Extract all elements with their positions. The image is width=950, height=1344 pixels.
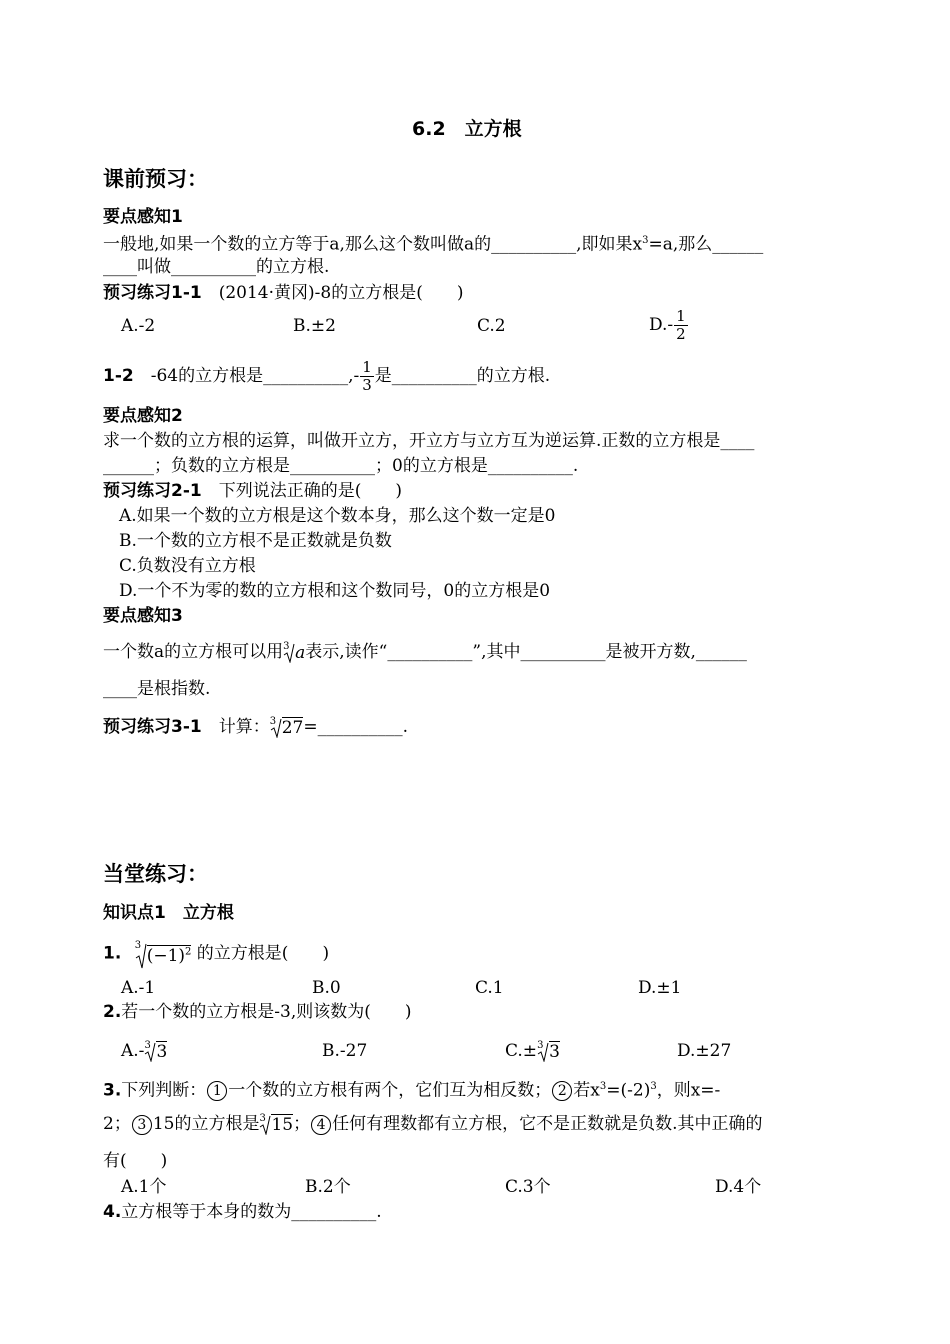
fraction-denominator: 2 (676, 325, 686, 343)
exercise-1-1-option-b: B.±2 (293, 316, 336, 336)
radical-index: 3 (537, 1039, 544, 1051)
question-3-text-c: 若x (573, 1080, 600, 1101)
question-3-line3: 有( ) (103, 1151, 168, 1171)
question-2-option-a (121, 1040, 167, 1063)
question-3-option-d: D.4个 (715, 1177, 762, 1197)
cube-root-3 (144, 1041, 167, 1063)
question-1-option-d: D.±1 (638, 978, 682, 998)
radicand (147, 945, 192, 966)
key-point-1-label: 要点感知1 (103, 207, 183, 227)
circled-number: 2 (552, 1081, 572, 1101)
question-3-text-b: 一个数的立方根有两个，它们互为相反数； (228, 1080, 552, 1101)
exercise-1-1-label: 预习练习1-1 (103, 283, 202, 303)
exercise-1-2 (103, 356, 550, 396)
circled-number: 3 (132, 1115, 152, 1135)
option-prefix: A.- (121, 1041, 145, 1061)
radicand-exponent: 2 (185, 946, 192, 957)
exercise-3-1 (103, 716, 408, 739)
exercise-2-1-text: 下列说法正确的是( ) (201, 481, 402, 501)
key-point-1-text-b: =a,那么______ (648, 234, 764, 255)
question-1 (103, 938, 329, 970)
fraction-denominator: 3 (362, 376, 372, 394)
question-2-text: 若一个数的立方根是-3,则该数为( ) (121, 1002, 412, 1022)
radicand: 3 (549, 1041, 560, 1062)
radical-index: 3 (269, 715, 277, 727)
cube-root-a (283, 642, 305, 664)
fraction-one-third (360, 359, 374, 394)
question-2-option-b: B.-27 (322, 1041, 368, 1061)
option-prefix: C.± (505, 1041, 538, 1061)
exercise-2-1-option-a: A.如果一个数的立方根是这个数本身，那么这个数一定是0 (119, 506, 556, 526)
question-2-option-c (505, 1040, 560, 1063)
page-title: 6.2 立方根 (412, 118, 522, 140)
question-1-option-a: A.-1 (121, 978, 156, 998)
radical-index: 3 (144, 1039, 151, 1051)
question-3-text-h: ； (293, 1114, 311, 1134)
radicand: 3 (156, 1041, 168, 1062)
circled-number: 4 (311, 1115, 331, 1135)
exercise-3-1-label: 预习练习3-1 (103, 717, 202, 737)
option-d-prefix: D.- (649, 315, 674, 335)
key-point-3-line2: ____是根指数. (103, 679, 211, 699)
knowledge-point-1-label: 知识点1 立方根 (103, 903, 234, 923)
exponent: 3 (650, 1081, 657, 1092)
exercise-1-1-option-c: C.2 (477, 316, 506, 336)
exercise-2-1 (103, 480, 402, 502)
question-3-text-a: 下列判断： (121, 1080, 207, 1101)
key-point-3-text-a: 一个数a的立方根可以用 (103, 642, 284, 662)
question-3-text-g: 15的立方根是 (152, 1114, 260, 1134)
exercise-1-1-option-a: A.-2 (121, 316, 156, 336)
cube-root-neg1-squared (135, 938, 192, 970)
question-1-option-c: C.1 (475, 978, 504, 998)
cube-root-15 (259, 1114, 293, 1136)
exercise-2-1-option-b: B.一个数的立方根不是正数就是负数 (119, 531, 392, 551)
exercise-1-1 (103, 282, 463, 304)
question-3-text-i: 任何有理数都有立方根，它不是正数就是负数.其中正确的 (332, 1114, 763, 1134)
exercise-3-1-text-b: =__________. (303, 717, 409, 737)
radicand: a (295, 642, 306, 663)
question-3-text-e: ，则x=- (656, 1080, 721, 1101)
exercise-1-1-text: (2014·黄冈)-8的立方根是( ) (201, 283, 464, 303)
question-3-number: 3. (103, 1080, 122, 1101)
key-point-1-text-a: 一般地,如果一个数的立方等于a,那么这个数叫做a的__________,即如果x (103, 234, 643, 255)
question-3-line2 (103, 1113, 763, 1136)
question-4-text: 立方根等于本身的数为__________. (121, 1202, 382, 1222)
question-4-number: 4. (103, 1202, 122, 1222)
radical-index: 3 (134, 940, 142, 951)
exercise-1-2-text-b: 是__________的立方根. (374, 366, 551, 386)
radicand: 27 (281, 717, 304, 738)
exercise-2-1-label: 预习练习2-1 (103, 481, 202, 501)
cube-exponent: 3 (642, 235, 649, 246)
key-point-3-line1 (103, 641, 747, 664)
question-3-option-b: B.2个 (305, 1177, 351, 1197)
question-3-text-f: 2； (103, 1114, 131, 1134)
key-point-3-text-b: 表示,读作“__________”,其中__________是被开方数,______ (305, 642, 747, 662)
question-1-text: 的立方根是( ) (191, 943, 330, 964)
exercise-1-1-option-d (649, 305, 689, 345)
exercise-1-2-text-a: -64的立方根是__________,- (133, 366, 360, 386)
exponent: 3 (599, 1081, 607, 1092)
question-3-line1 (103, 1076, 720, 1102)
exercise-2-1-option-c: C.负数没有立方根 (119, 556, 256, 576)
cube-root-27 (270, 717, 304, 739)
question-3-option-a: A.1个 (121, 1177, 167, 1197)
question-1-option-b: B.0 (312, 978, 341, 998)
radicand: 15 (271, 1114, 294, 1135)
question-2-option-d: D.±27 (677, 1041, 732, 1061)
question-1-number: 1. (103, 943, 122, 964)
key-point-2-line1: 求一个数的立方根的运算，叫做开立方，开立方与立方互为逆运算.正数的立方根是____ (103, 431, 755, 451)
exercise-1-2-label: 1-2 (103, 366, 134, 386)
key-point-2-label: 要点感知2 (103, 406, 183, 426)
question-4 (103, 1201, 382, 1223)
fraction-one-half (674, 308, 688, 343)
radical-index: 3 (283, 640, 290, 652)
class-practice-heading: 当堂练习： (103, 862, 208, 886)
fraction-numerator: 1 (676, 307, 686, 325)
preview-heading: 课前预习： (103, 167, 208, 191)
question-2-number: 2. (103, 1002, 122, 1022)
cube-root-3 (537, 1041, 560, 1063)
exercise-2-1-option-d: D.一个不为零的数的立方根和这个数同号，0的立方根是0 (119, 581, 551, 601)
radical-index: 3 (259, 1112, 266, 1124)
exercise-3-1-text-a: 计算： (201, 717, 270, 737)
key-point-2-line2: ______；负数的立方根是__________；0的立方根是__________. (103, 456, 579, 476)
question-3-option-c: C.3个 (505, 1177, 551, 1197)
key-point-1-line1 (103, 230, 763, 256)
question-2 (103, 1001, 412, 1023)
key-point-3-label: 要点感知3 (103, 606, 183, 626)
radicand-base: (−1) (146, 945, 186, 966)
question-3-text-d: =(-2) (606, 1080, 651, 1101)
key-point-1-line2: ____叫做__________的立方根. (103, 257, 330, 277)
fraction-numerator: 1 (362, 358, 372, 376)
circled-number: 1 (207, 1081, 227, 1101)
